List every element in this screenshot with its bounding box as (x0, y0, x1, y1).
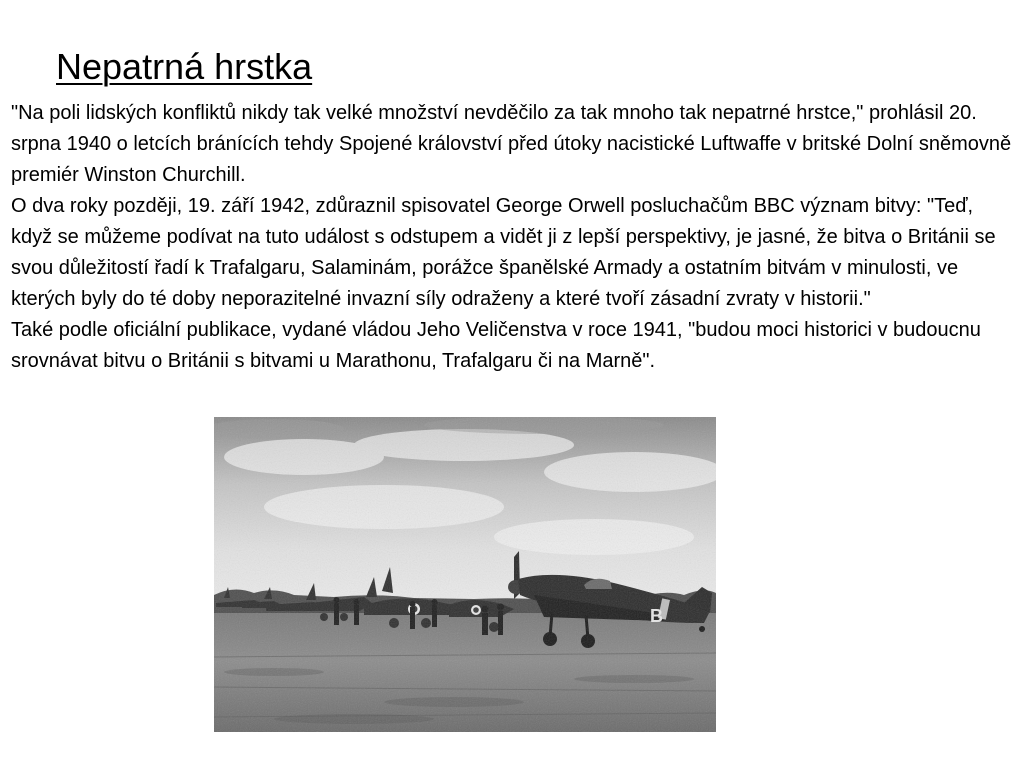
paragraph-orwell-quote: O dva roky později, 19. září 1942, zdůraznil spisovatel George Orwell posluchačům BBC význam bitvy: "Teď, když se můžeme podívat na tuto událost s odstupem a vidět ji z lepší perspektivy, je jasné, že bitva o Británii se svou důležitostí řadí k Trafalgaru, Salaminám, porážce španělské Armady a ostatním bitvám v minulosti, ve kterých byly do té doby neporazitelné invazní síly odraženy a které tvoří zásadní zvraty v historii." (11, 195, 996, 310)
paragraph-official-publication: Také podle oficiální publikace, vydané vládou Jeho Veličenstva v roce 1941, "budou moci historici v budoucnu srovnávat bitvu o Británii s bitvami u Marathonu, Trafalgaru či na Marně". (11, 319, 981, 372)
slide-body-text (11, 98, 1019, 377)
slide-title: Nepatrná hrstka (56, 46, 313, 87)
spitfire-airfield-photo (214, 417, 716, 732)
paragraph-churchill-quote: "Na poli lidských konfliktů nikdy tak velké množství nevděčilo za tak mnoho tak nepatrné hrstce," prohlásil 20. srpna 1940 o letcích bránících tehdy Spojené království před útoky nacistické Luftwaffe v britské Dolní sněmovně premiér Winston Churchill. (11, 102, 1012, 186)
